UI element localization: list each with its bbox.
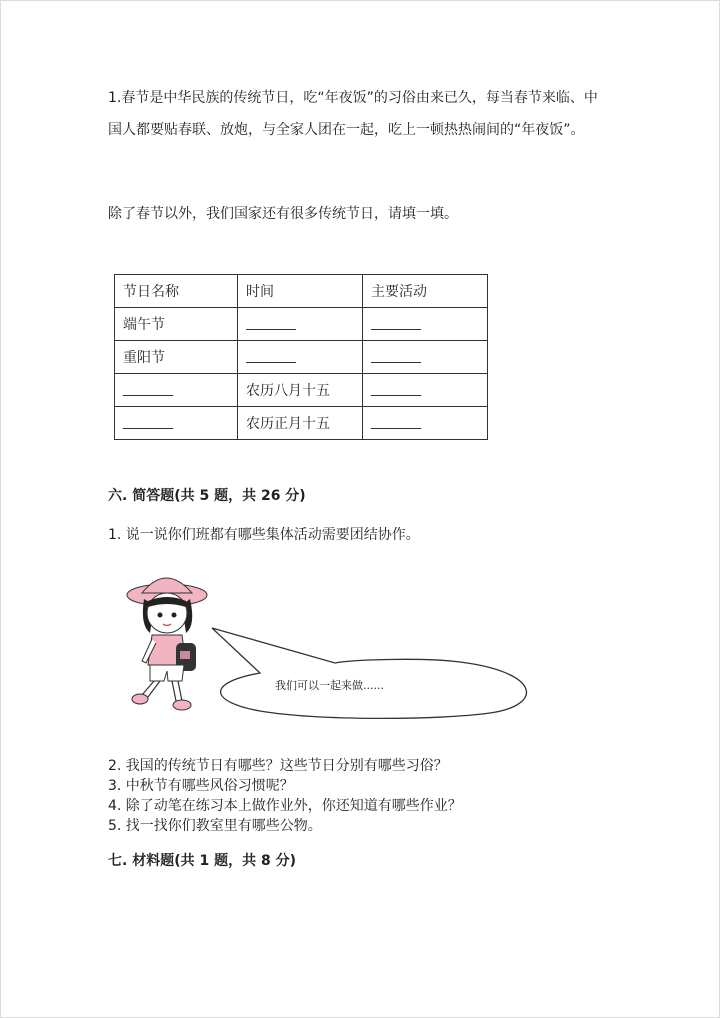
answer-blank-cell[interactable] xyxy=(363,341,488,374)
table-row xyxy=(115,341,488,374)
girl-speech-illustration xyxy=(120,565,550,725)
answer-blank[interactable] xyxy=(246,315,296,330)
question-5: 5. 找一找你们教室里有哪些公物。 xyxy=(108,818,322,834)
answer-blank[interactable] xyxy=(371,348,421,363)
table-cell: 端午节 xyxy=(115,308,238,341)
answer-blank-cell[interactable] xyxy=(363,374,488,407)
table-header: 时间 xyxy=(238,275,363,308)
question-4: 4. 除了动笔在练习本上做作业外，你还知道有哪些作业？ xyxy=(108,798,462,814)
table-header: 节日名称 xyxy=(115,275,238,308)
table-cell: 重阳节 xyxy=(115,341,238,374)
table-row xyxy=(115,374,488,407)
table-cell: 农历正月十五 xyxy=(238,407,363,440)
table-row xyxy=(115,407,488,440)
answer-blank[interactable] xyxy=(371,414,421,429)
answer-blank-cell[interactable] xyxy=(363,308,488,341)
answer-blank[interactable] xyxy=(246,348,296,363)
section6-heading: 六. 简答题(共 5 题，共 26 分) xyxy=(108,488,306,504)
answer-blank[interactable] xyxy=(371,381,421,396)
table-header: 主要活动 xyxy=(363,275,488,308)
question-3: 3. 中秋节有哪些风俗习惯呢？ xyxy=(108,778,294,794)
answer-blank-cell[interactable] xyxy=(363,407,488,440)
table-cell: 农历八月十五 xyxy=(238,374,363,407)
speech-bubble xyxy=(212,628,526,718)
answer-blank[interactable] xyxy=(371,315,421,330)
answer-blank[interactable] xyxy=(123,381,173,396)
table-row xyxy=(115,308,488,341)
question-2: 2. 我国的传统节日有哪些？这些节日分别有哪些习俗？ xyxy=(108,758,448,774)
speech-bubble-text: 我们可以一起来做...... xyxy=(275,679,384,692)
section7-heading: 七. 材料题(共 1 题，共 8 分) xyxy=(108,853,296,869)
question-1: 1. 说一说你们班都有哪些集体活动需要团结协作。 xyxy=(108,527,420,543)
table-header-row xyxy=(115,275,488,308)
answer-blank-cell[interactable] xyxy=(115,374,238,407)
answer-blank-cell[interactable] xyxy=(115,407,238,440)
intro-paragraph: 1.春节是中华民族的传统节日，吃“年夜饭”的习俗由来已久，每当春节来临、中国人都要贴春联、放炮，与全家人团在一起，吃上一顿热热闹间的“年夜饭”。 xyxy=(108,90,598,138)
intro-instruction: 除了春节以外，我们国家还有很多传统节日，请填一填。 xyxy=(108,206,458,222)
answer-blank-cell[interactable] xyxy=(238,341,363,374)
answer-blank-cell[interactable] xyxy=(238,308,363,341)
festival-table xyxy=(114,274,488,440)
girl-figure xyxy=(127,578,207,710)
answer-blank[interactable] xyxy=(123,414,173,429)
